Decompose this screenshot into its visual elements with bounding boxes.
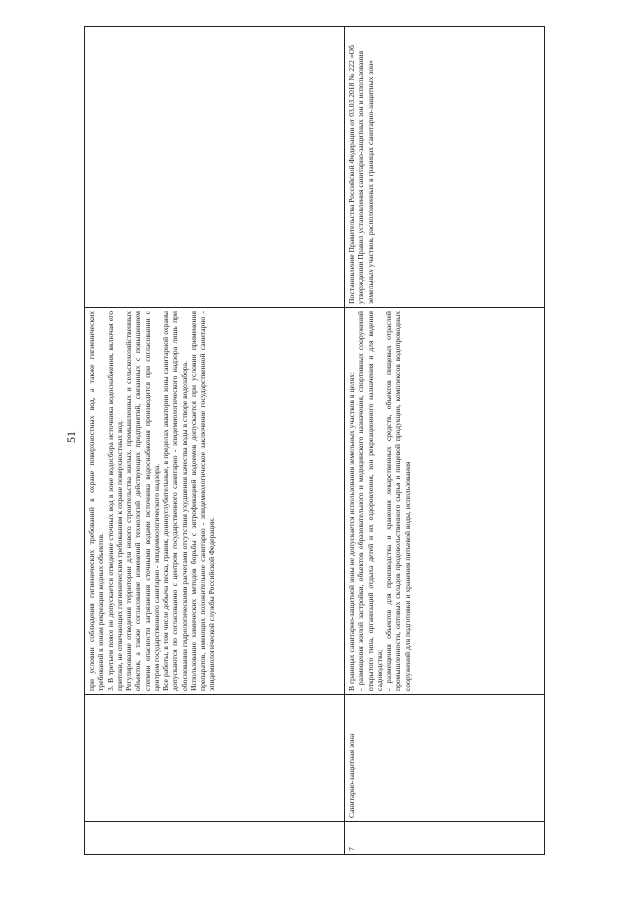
paragraph: Регулирование отведения территории для нового строительства жилых, промышленных и сельскохозяйственных объектов, а также согласование изменений технологий действующих предприятий, связанных с повышением степени опасности загрязнения сточными водами источника водоснабжения производится при согласовании с центром государственного санитарно - эпидемиологического надзора.	[124, 311, 161, 691]
source-cell: Постановление Правительства Российской Федерации от 03.03.2018 № 222 «Об утверждении Правил установления санитарно-защитных зон и использования земельных участков, расположенных в границах санитарно-защитных зон»	[345, 27, 545, 308]
zones-table	[84, 26, 545, 855]
paragraph: Все работы, в том числе добыча песка, гравия, донноуглубительные, в пределах акватории зоны санитарной охраны допускаются по согласованию с центром государственного санитарно - эпидемиологического надзора лишь при обосновании гидрологическими расчетами отсутствия ухудшения качества воды в створе водозабора.	[161, 311, 189, 691]
page-number: 51	[64, 431, 78, 443]
paragraph: В границах санитарно-защитной зоны не допускается использования земельных участков в целях:	[347, 372, 356, 691]
paragraph: Использование химических методов борьбы с эвтрофикацией водоемов допускается при условии применения препаратов, имеющих положительное санитарно - эпидемиологическое заключение государственной санитарно - эпидемиологической службы Российской Федерации.	[188, 311, 217, 691]
paragraph: - размещения объектов для производства и хранения лекарственных средств, объектов пищевых отраслей промышленности, оптовых складов продовольственного сырья и пищевой продукции, комплексов водопроводных сооружений для подготовки и хранения питьевой воды, использования	[384, 311, 412, 691]
table-row	[85, 27, 345, 855]
restrictions-cell	[85, 308, 345, 695]
paragraph: при условии соблюдения гигиенических требований к охране поверхностных вод, а также гигиенических требований к зонам рекреации водных объектов.	[87, 311, 106, 691]
row-number-cell	[85, 822, 345, 855]
paragraph: 3. В третьем поясе не допускается отведение сточных вод в зоне водосбора источника водоснабжения, включая его притоки, не отвечающих гигиеническим требованиям к охране поверхностных вод.	[105, 311, 124, 691]
source-cell	[85, 27, 345, 308]
rotated-table-container	[84, 45, 544, 855]
paragraph: - размещения жилой застройки, объектов образовательного и медицинского назначения, спортивных сооружений открытого типа, организаций отдыха детей и их оздоровления, зон рекреационного назначения и для ведения садоводства;	[356, 311, 384, 691]
table-row	[345, 27, 545, 855]
row-number-cell: 7	[345, 822, 545, 855]
restrictions-cell	[345, 308, 545, 695]
zone-name-cell: Санитарно-защитная зона	[345, 695, 545, 822]
zone-name-cell	[85, 695, 345, 822]
